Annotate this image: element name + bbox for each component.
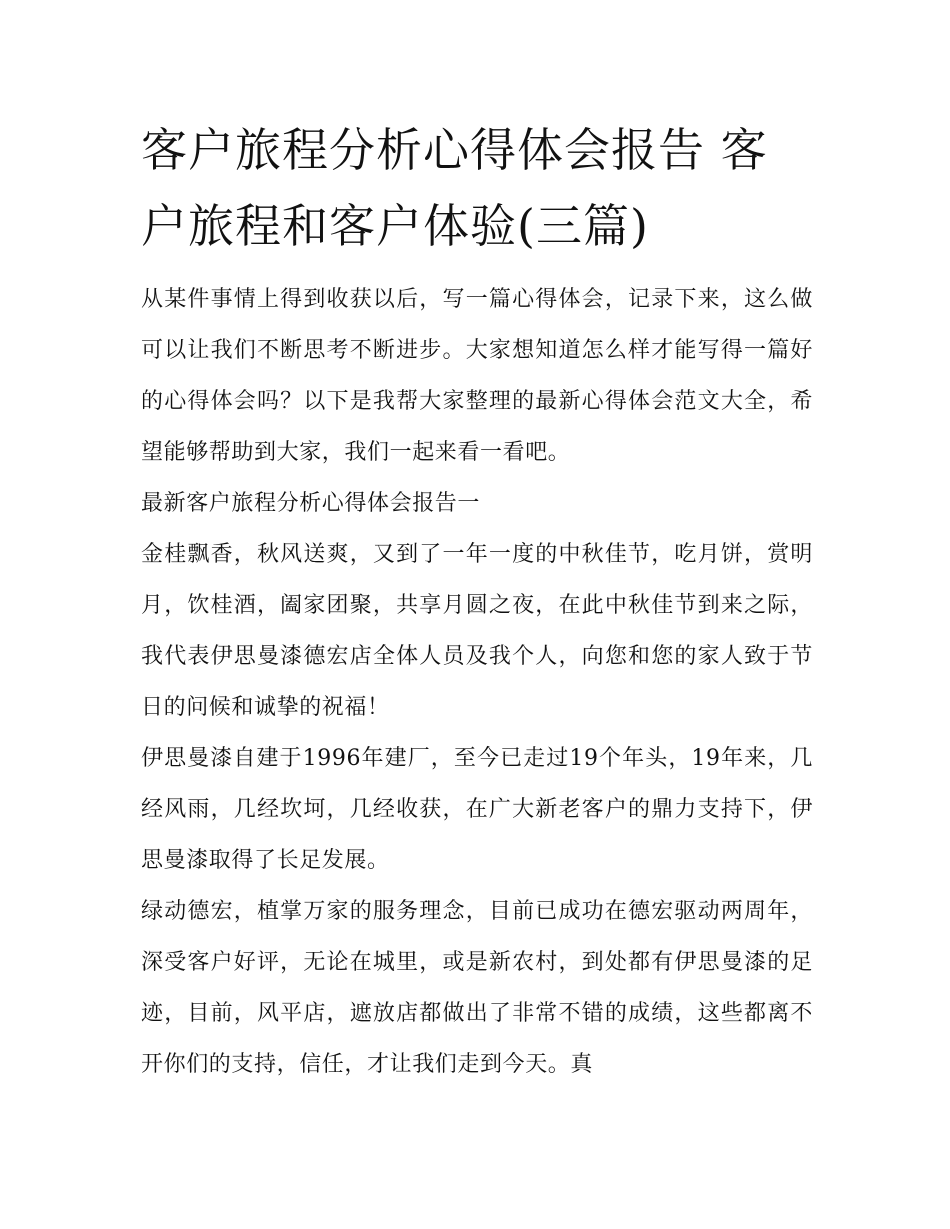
document-title: 客户旅程分析心得体会报告 客户旅程和客户体验(三篇) [141, 123, 768, 253]
body-paragraph-2: 伊思曼漆自建于1996年建厂，至今已走过19个年头，19年来，几经风雨，几经坎坷，几经收获，在广大新老客户的鼎力支持下，伊思曼漆取得了长足发展。 [141, 746, 813, 873]
document-page [141, 112, 813, 1090]
intro-paragraph: 从某件事情上得到收获以后，写一篇心得体会，记录下来，这么做可以让我们不断思考不断进步。大家想知道怎么样才能写得一篇好的心得体会吗？以下是我帮大家整理的最新心得体会范文大全，希望能够帮助到大家，我们一起来看一看吧。 [141, 287, 813, 465]
body-paragraph-3: 绿动德宏，植掌万家的服务理念，目前已成功在德宏驱动两周年，深受客户好评，无论在城里，或是新农村，到处都有伊思曼漆的足迹，目前，风平店，遮放店都做出了非常不错的成绩，这些都离不开你们的支持，信任，才让我们走到今天。真 [141, 899, 813, 1077]
body-paragraph-1: 金桂飘香，秋风送爽，又到了一年一度的中秋佳节，吃月饼，赏明月，饮桂酒，阖家团聚，共享月圆之夜，在此中秋佳节到来之际，我代表伊思曼漆德宏店全体人员及我个人，向您和您的家人致于节日的问候和诚挚的祝福！ [141, 542, 813, 720]
section-heading: 最新客户旅程分析心得体会报告一 [141, 491, 481, 516]
